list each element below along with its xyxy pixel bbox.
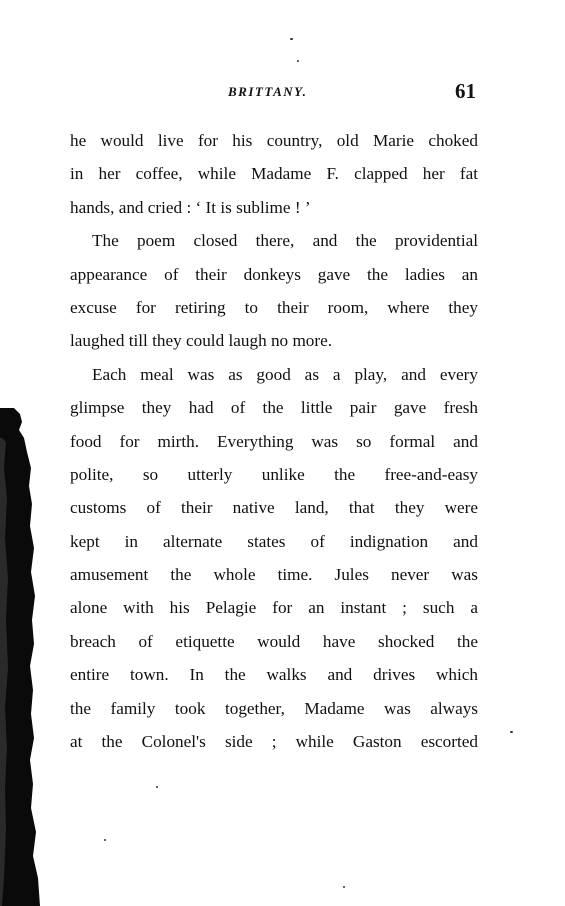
page-speck <box>104 839 106 841</box>
text-line: Each meal was as good as a play, and every <box>92 364 478 384</box>
text-line: at the Colonel's side ; while Gaston escorted <box>70 732 478 752</box>
text-line: appearance of their donkeys gave the ladies an <box>70 264 478 284</box>
text-line: kept in alternate states of indignation and <box>70 531 478 551</box>
binding-shadow <box>0 408 40 906</box>
text-line: the family took together, Madame was always <box>70 698 478 718</box>
text-line: excuse for retiring to their room, where they <box>70 297 478 317</box>
body-text <box>70 124 478 758</box>
text-line: customs of their native land, that they were <box>70 498 478 518</box>
text-line: laughed till they could laugh no more. <box>70 331 333 351</box>
running-title: BRITTANY. <box>228 84 308 99</box>
text-line: polite, so utterly unlike the free-and-easy <box>70 464 478 484</box>
text-line: entire town. In the walks and drives which <box>70 665 478 685</box>
top-mark <box>297 60 299 62</box>
page-speck <box>343 886 345 888</box>
margin-speck <box>510 731 513 733</box>
text-line: food for mirth. Everything was so formal and <box>70 431 478 451</box>
top-mark <box>290 38 293 40</box>
text-line: he would live for his country, old Marie choked <box>70 131 478 150</box>
text-line: amusement the whole time. Jules never was <box>70 565 478 585</box>
page-number: 61 <box>455 79 476 103</box>
text-line: glimpse they had of the little pair gave fresh <box>70 398 478 418</box>
text-line: breach of etiquette would have shocked the <box>70 631 478 651</box>
text-line: in her coffee, while Madame F. clapped her fat <box>70 164 478 184</box>
text-line: hands, and cried : ‘ It is sublime ! ’ <box>70 197 311 217</box>
page-speck <box>156 786 158 788</box>
text-line: The poem closed there, and the providential <box>92 231 478 251</box>
text-line: alone with his Pelagie for an instant ; such a <box>70 598 478 618</box>
running-head <box>70 80 478 108</box>
